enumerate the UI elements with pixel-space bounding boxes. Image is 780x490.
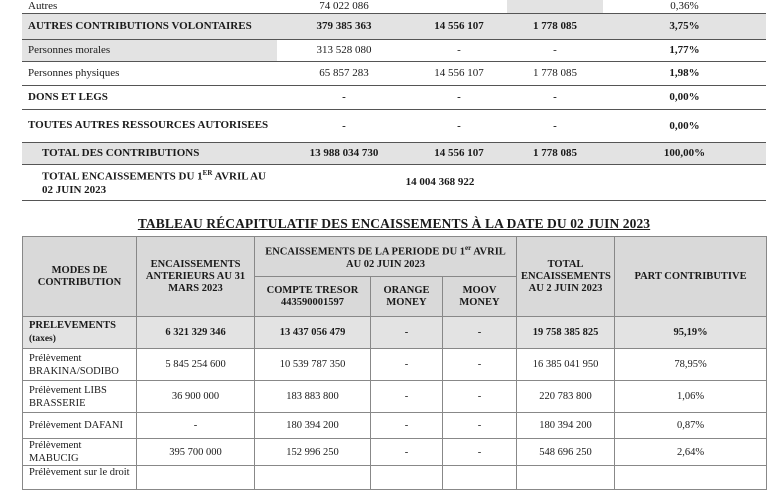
- cell-value: -: [507, 109, 603, 142]
- cell-value: 14 556 107: [411, 142, 507, 164]
- header-moov: MOOV MONEY: [443, 277, 517, 317]
- cell-tresor: 13 437 056 479: [255, 317, 371, 349]
- header-orange: ORANGE MONEY: [371, 277, 443, 317]
- row-label: Autres: [22, 0, 277, 13]
- cell-total: 16 385 041 950: [517, 349, 615, 381]
- row-label: Prélèvement sur le droit: [23, 466, 137, 490]
- cell-value: -: [507, 85, 603, 109]
- cell-value: [507, 0, 603, 13]
- cell-anterieurs: -: [137, 413, 255, 439]
- cell-anterieurs: 5 845 254 600: [137, 349, 255, 381]
- table-row: [23, 439, 767, 466]
- table-row: [22, 85, 766, 109]
- cell-value: 65 857 283: [277, 61, 411, 85]
- table-row: [22, 0, 766, 13]
- row-label: Prélèvement MABUCIG: [23, 439, 137, 466]
- header-total: TOTAL ENCAISSEMENTS AU 2 JUIN 2023: [517, 237, 615, 317]
- cell-moov: -: [443, 381, 517, 413]
- cell-anterieurs: [137, 466, 255, 490]
- cell-total: 180 394 200: [517, 413, 615, 439]
- header-compte-tresor: COMPTE TRESOR 443590001597: [255, 277, 371, 317]
- cell-orange: [371, 466, 443, 490]
- row-label: AUTRES CONTRIBUTIONS VOLONTAIRES: [22, 13, 277, 39]
- section-title: TABLEAU RÉCAPITULATIF DES ENCAISSEMENTS À LA DATE DU 02 JUIN 2023: [137, 216, 651, 231]
- row-label: TOUTES AUTRES RESSOURCES AUTORISEES: [22, 109, 277, 142]
- cell-part: 1,06%: [615, 381, 767, 413]
- row-label: TOTAL ENCAISSEMENTS DU 1ER AVRIL AU 02 JUIN 2023: [22, 164, 277, 200]
- cell-tresor: 180 394 200: [255, 413, 371, 439]
- cell-value: 13 988 034 730: [277, 142, 411, 164]
- header-anterieurs: ENCAISSEMENTS ANTERIEURS AU 31 MARS 2023: [137, 237, 255, 317]
- cell-tresor: 10 539 787 350: [255, 349, 371, 381]
- cell-value: 379 385 363: [277, 13, 411, 39]
- cell-total: 220 783 800: [517, 381, 615, 413]
- table-row: [23, 349, 767, 381]
- cell-moov: -: [443, 413, 517, 439]
- cell-percent: 3,75%: [603, 13, 766, 39]
- cell-orange: -: [371, 439, 443, 466]
- cell-part: 2,64%: [615, 439, 767, 466]
- row-label: Prélèvement DAFANI: [23, 413, 137, 439]
- cell-value: 14 004 368 922: [277, 164, 603, 200]
- table-row: [22, 142, 766, 164]
- cell-orange: -: [371, 317, 443, 349]
- cell-tresor: [255, 466, 371, 490]
- cell-anterieurs: 6 321 329 346: [137, 317, 255, 349]
- table-row-prelevements: [23, 317, 767, 349]
- row-label: Prélèvement LIBS BRASSERIE: [23, 381, 137, 413]
- cell-orange: -: [371, 349, 443, 381]
- cell-total: 19 758 385 825: [517, 317, 615, 349]
- header-periode: ENCAISSEMENTS DE LA PERIODE DU 1er AVRIL AU 02 JUIN 2023: [255, 237, 517, 277]
- row-label: Personnes morales: [22, 39, 277, 61]
- cell-percent: 0,00%: [603, 109, 766, 142]
- cell-value: 1 778 085: [507, 61, 603, 85]
- cell-value: 313 528 080: [277, 39, 411, 61]
- cell-part: [615, 466, 767, 490]
- cell-value: -: [411, 39, 507, 61]
- cell-tresor: 152 996 250: [255, 439, 371, 466]
- contributions-table: [22, 0, 766, 201]
- cell-moov: -: [443, 349, 517, 381]
- cell-value: 14 556 107: [411, 61, 507, 85]
- cell-value: -: [411, 109, 507, 142]
- recap-table: [22, 236, 767, 490]
- row-label: Personnes physiques: [22, 61, 277, 85]
- header-modes: MODES DE CONTRIBUTION: [23, 237, 137, 317]
- cell-part: 0,87%: [615, 413, 767, 439]
- table-row: [23, 413, 767, 439]
- cell-part: 78,95%: [615, 349, 767, 381]
- cell-percent: 0,00%: [603, 85, 766, 109]
- cell-total: 548 696 250: [517, 439, 615, 466]
- cell-tresor: 183 883 800: [255, 381, 371, 413]
- cell-moov: -: [443, 439, 517, 466]
- row-label: DONS ET LEGS: [22, 85, 277, 109]
- cell-part: 95,19%: [615, 317, 767, 349]
- cell-moov: -: [443, 317, 517, 349]
- cell-value: -: [507, 39, 603, 61]
- cell-anterieurs: 36 900 000: [137, 381, 255, 413]
- cell-value: -: [277, 85, 411, 109]
- cell-orange: -: [371, 413, 443, 439]
- table-row: [22, 61, 766, 85]
- table-row: [23, 466, 767, 490]
- cell-total: [517, 466, 615, 490]
- total-encaissements-row: [22, 164, 766, 200]
- row-label: TOTAL DES CONTRIBUTIONS: [22, 142, 277, 164]
- header-part: PART CONTRIBUTIVE: [615, 237, 767, 317]
- cell-moov: [443, 466, 517, 490]
- cell-orange: -: [371, 381, 443, 413]
- cell-value: [411, 0, 507, 13]
- table-row: [22, 39, 766, 61]
- cell-percent: 1,77%: [603, 39, 766, 61]
- header-row: [23, 237, 767, 277]
- table-row: [23, 381, 767, 413]
- cell-percent: 1,98%: [603, 61, 766, 85]
- row-label: Prélèvement BRAKINA/SODIBO: [23, 349, 137, 381]
- cell-value: -: [411, 85, 507, 109]
- cell-percent: 100,00%: [603, 142, 766, 164]
- cell-value: -: [277, 109, 411, 142]
- cell-percent: 0,36%: [603, 0, 766, 13]
- cell-anterieurs: 395 700 000: [137, 439, 255, 466]
- table-row: [22, 109, 766, 142]
- cell-value: 14 556 107: [411, 13, 507, 39]
- cell-value: 74 022 086: [277, 0, 411, 13]
- row-label: PRELEVEMENTS (taxes): [23, 317, 137, 349]
- cell-value: 1 778 085: [507, 13, 603, 39]
- table-row: [22, 13, 766, 39]
- cell-value: 1 778 085: [507, 142, 603, 164]
